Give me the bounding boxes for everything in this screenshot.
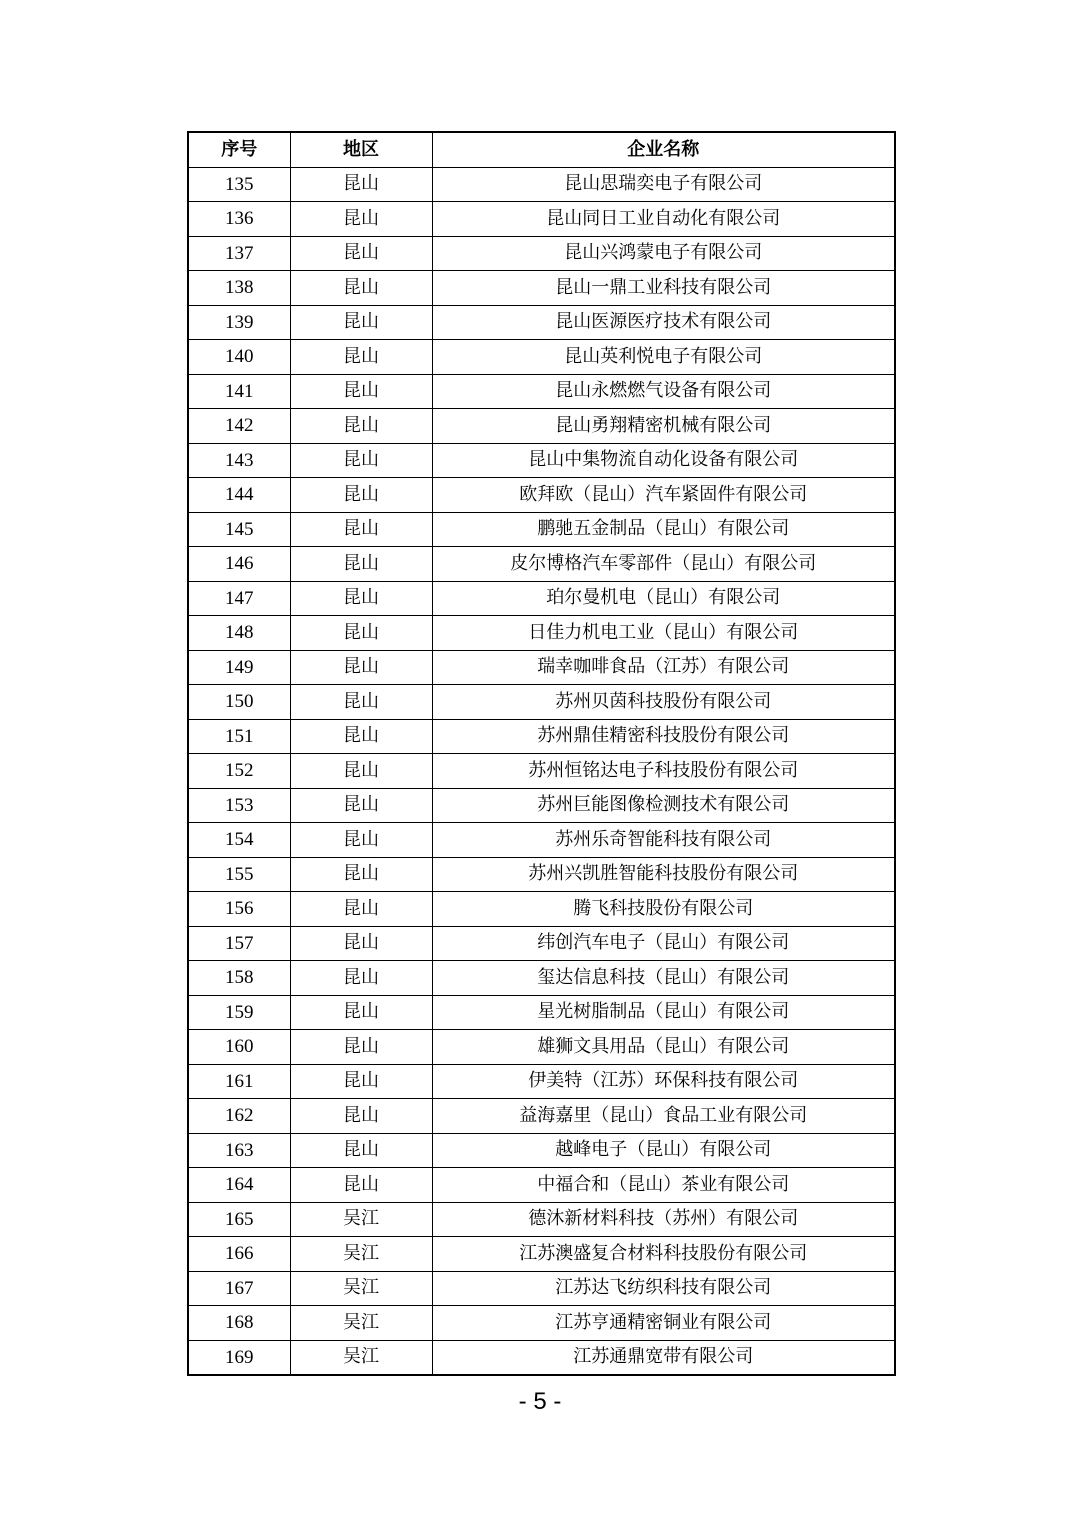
cell-serial-number: 159 <box>188 995 290 1030</box>
cell-region: 昆山 <box>290 478 432 513</box>
cell-company-name: 星光树脂制品（昆山）有限公司 <box>432 995 895 1030</box>
cell-serial-number: 152 <box>188 754 290 789</box>
table-row <box>188 1030 895 1065</box>
table-row <box>188 1168 895 1203</box>
cell-company-name: 苏州乐奇智能科技有限公司 <box>432 823 895 858</box>
cell-region: 昆山 <box>290 719 432 754</box>
cell-company-name: 纬创汽车电子（昆山）有限公司 <box>432 926 895 961</box>
cell-serial-number: 168 <box>188 1306 290 1341</box>
table-body <box>188 167 895 1375</box>
cell-company-name: 玺达信息科技（昆山）有限公司 <box>432 961 895 996</box>
cell-region: 吴江 <box>290 1237 432 1272</box>
cell-region: 昆山 <box>290 857 432 892</box>
header-company-name: 企业名称 <box>432 132 895 167</box>
cell-region: 昆山 <box>290 788 432 823</box>
cell-serial-number: 142 <box>188 409 290 444</box>
cell-region: 昆山 <box>290 995 432 1030</box>
table-row <box>188 1133 895 1168</box>
table-row <box>188 443 895 478</box>
cell-company-name: 腾飞科技股份有限公司 <box>432 892 895 927</box>
table-row <box>188 892 895 927</box>
table-row <box>188 1340 895 1375</box>
table-row <box>188 305 895 340</box>
cell-region: 昆山 <box>290 823 432 858</box>
cell-region: 昆山 <box>290 1099 432 1134</box>
cell-serial-number: 169 <box>188 1340 290 1375</box>
cell-serial-number: 148 <box>188 616 290 651</box>
cell-serial-number: 146 <box>188 547 290 582</box>
cell-company-name: 江苏亨通精密铜业有限公司 <box>432 1306 895 1341</box>
cell-serial-number: 135 <box>188 167 290 202</box>
cell-serial-number: 147 <box>188 581 290 616</box>
cell-region: 昆山 <box>290 1064 432 1099</box>
cell-serial-number: 163 <box>188 1133 290 1168</box>
table-row <box>188 685 895 720</box>
cell-company-name: 越峰电子（昆山）有限公司 <box>432 1133 895 1168</box>
table-row <box>188 1064 895 1099</box>
cell-company-name: 伊美特（江苏）环保科技有限公司 <box>432 1064 895 1099</box>
cell-company-name: 苏州贝茵科技股份有限公司 <box>432 685 895 720</box>
cell-company-name: 苏州恒铭达电子科技股份有限公司 <box>432 754 895 789</box>
table-row <box>188 1099 895 1134</box>
cell-company-name: 益海嘉里（昆山）食品工业有限公司 <box>432 1099 895 1134</box>
cell-region: 昆山 <box>290 305 432 340</box>
cell-company-name: 昆山勇翔精密机械有限公司 <box>432 409 895 444</box>
cell-serial-number: 162 <box>188 1099 290 1134</box>
cell-company-name: 江苏达飞纺织科技有限公司 <box>432 1271 895 1306</box>
cell-serial-number: 164 <box>188 1168 290 1203</box>
cell-company-name: 昆山同日工业自动化有限公司 <box>432 202 895 237</box>
cell-serial-number: 138 <box>188 271 290 306</box>
cell-company-name: 昆山永燃燃气设备有限公司 <box>432 374 895 409</box>
cell-serial-number: 155 <box>188 857 290 892</box>
cell-region: 昆山 <box>290 650 432 685</box>
cell-region: 昆山 <box>290 374 432 409</box>
cell-company-name: 江苏澳盛复合材料科技股份有限公司 <box>432 1237 895 1272</box>
table-row <box>188 926 895 961</box>
cell-region: 昆山 <box>290 512 432 547</box>
cell-serial-number: 153 <box>188 788 290 823</box>
table-row <box>188 547 895 582</box>
table-row <box>188 961 895 996</box>
table-row <box>188 1271 895 1306</box>
cell-serial-number: 158 <box>188 961 290 996</box>
cell-serial-number: 166 <box>188 1237 290 1272</box>
cell-region: 昆山 <box>290 1030 432 1065</box>
cell-serial-number: 140 <box>188 340 290 375</box>
cell-serial-number: 167 <box>188 1271 290 1306</box>
cell-serial-number: 161 <box>188 1064 290 1099</box>
cell-region: 吴江 <box>290 1202 432 1237</box>
table-header-row <box>188 132 895 167</box>
cell-company-name: 江苏通鼎宽带有限公司 <box>432 1340 895 1375</box>
cell-company-name: 昆山医源医疗技术有限公司 <box>432 305 895 340</box>
cell-region: 昆山 <box>290 616 432 651</box>
table-row <box>188 236 895 271</box>
cell-region: 昆山 <box>290 892 432 927</box>
cell-region: 吴江 <box>290 1340 432 1375</box>
cell-company-name: 昆山中集物流自动化设备有限公司 <box>432 443 895 478</box>
table-row <box>188 1237 895 1272</box>
table-row <box>188 202 895 237</box>
cell-serial-number: 143 <box>188 443 290 478</box>
page-number: - 5 - <box>518 1388 562 1415</box>
cell-company-name: 昆山英利悦电子有限公司 <box>432 340 895 375</box>
table-row <box>188 857 895 892</box>
cell-serial-number: 136 <box>188 202 290 237</box>
cell-company-name: 雄狮文具用品（昆山）有限公司 <box>432 1030 895 1065</box>
cell-region: 昆山 <box>290 961 432 996</box>
cell-serial-number: 160 <box>188 1030 290 1065</box>
cell-company-name: 欧拜欧（昆山）汽车紧固件有限公司 <box>432 478 895 513</box>
header-serial-number: 序号 <box>188 132 290 167</box>
cell-serial-number: 150 <box>188 685 290 720</box>
cell-region: 昆山 <box>290 1133 432 1168</box>
cell-region: 昆山 <box>290 443 432 478</box>
cell-company-name: 苏州鼎佳精密科技股份有限公司 <box>432 719 895 754</box>
table-row <box>188 409 895 444</box>
cell-company-name: 苏州巨能图像检测技术有限公司 <box>432 788 895 823</box>
cell-serial-number: 151 <box>188 719 290 754</box>
cell-region: 昆山 <box>290 926 432 961</box>
cell-region: 昆山 <box>290 236 432 271</box>
cell-region: 昆山 <box>290 340 432 375</box>
cell-serial-number: 154 <box>188 823 290 858</box>
table-row <box>188 167 895 202</box>
table-row <box>188 754 895 789</box>
table-row <box>188 995 895 1030</box>
table-row <box>188 271 895 306</box>
cell-region: 昆山 <box>290 685 432 720</box>
cell-company-name: 皮尔博格汽车零部件（昆山）有限公司 <box>432 547 895 582</box>
cell-company-name: 昆山一鼎工业科技有限公司 <box>432 271 895 306</box>
cell-serial-number: 157 <box>188 926 290 961</box>
cell-region: 昆山 <box>290 1168 432 1203</box>
cell-serial-number: 137 <box>188 236 290 271</box>
cell-region: 昆山 <box>290 167 432 202</box>
cell-company-name: 鹏驰五金制品（昆山）有限公司 <box>432 512 895 547</box>
table-row <box>188 340 895 375</box>
cell-serial-number: 165 <box>188 1202 290 1237</box>
table-row <box>188 478 895 513</box>
cell-serial-number: 145 <box>188 512 290 547</box>
cell-region: 昆山 <box>290 547 432 582</box>
table-row <box>188 1202 895 1237</box>
header-region: 地区 <box>290 132 432 167</box>
cell-company-name: 瑞幸咖啡食品（江苏）有限公司 <box>432 650 895 685</box>
cell-serial-number: 149 <box>188 650 290 685</box>
company-list-table <box>187 131 896 1376</box>
cell-region: 昆山 <box>290 271 432 306</box>
cell-region: 吴江 <box>290 1306 432 1341</box>
cell-company-name: 昆山思瑞奕电子有限公司 <box>432 167 895 202</box>
table-row <box>188 719 895 754</box>
cell-region: 昆山 <box>290 202 432 237</box>
table-row <box>188 650 895 685</box>
table-row <box>188 581 895 616</box>
cell-region: 昆山 <box>290 581 432 616</box>
table-row <box>188 1306 895 1341</box>
cell-company-name: 苏州兴凯胜智能科技股份有限公司 <box>432 857 895 892</box>
table-row <box>188 788 895 823</box>
cell-serial-number: 156 <box>188 892 290 927</box>
cell-region: 吴江 <box>290 1271 432 1306</box>
cell-company-name: 昆山兴鸿蒙电子有限公司 <box>432 236 895 271</box>
cell-region: 昆山 <box>290 409 432 444</box>
table-row <box>188 374 895 409</box>
cell-region: 昆山 <box>290 754 432 789</box>
table-row <box>188 823 895 858</box>
table-row <box>188 512 895 547</box>
cell-serial-number: 139 <box>188 305 290 340</box>
cell-company-name: 珀尔曼机电（昆山）有限公司 <box>432 581 895 616</box>
cell-company-name: 日佳力机电工业（昆山）有限公司 <box>432 616 895 651</box>
cell-company-name: 德沐新材料科技（苏州）有限公司 <box>432 1202 895 1237</box>
cell-serial-number: 141 <box>188 374 290 409</box>
table-row <box>188 616 895 651</box>
cell-serial-number: 144 <box>188 478 290 513</box>
cell-company-name: 中福合和（昆山）茶业有限公司 <box>432 1168 895 1203</box>
